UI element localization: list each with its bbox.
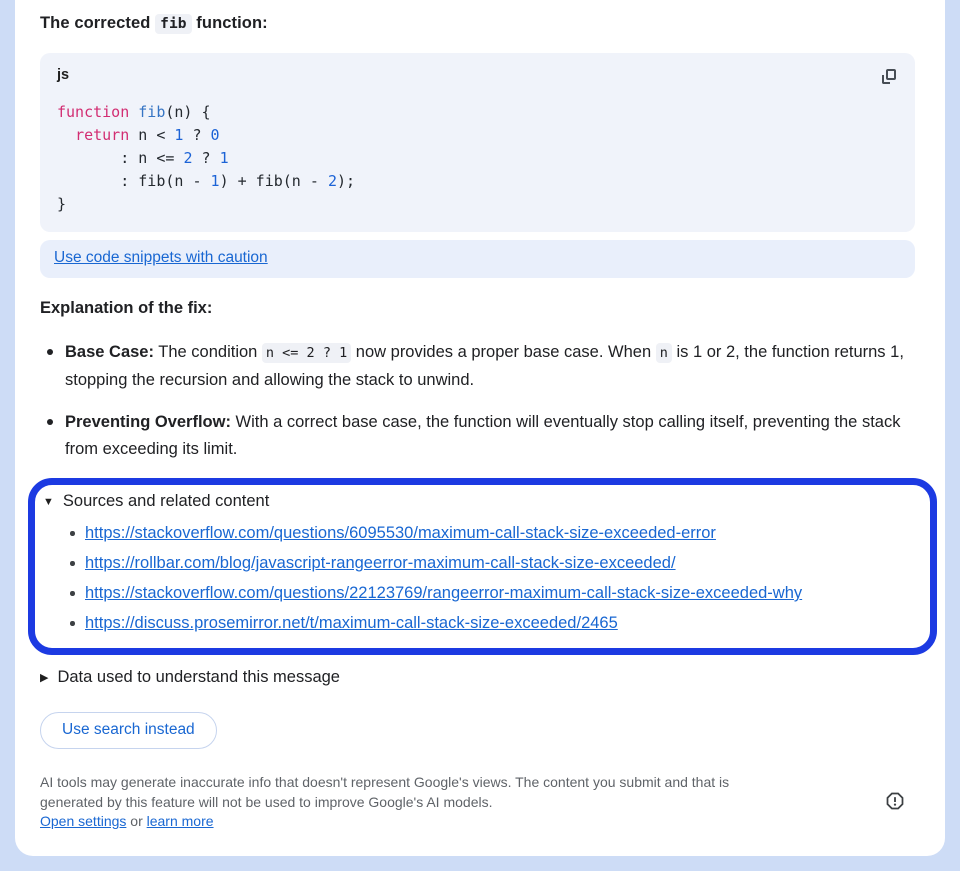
heading-prefix: The corrected	[40, 14, 156, 32]
report-icon	[885, 791, 905, 811]
explanation-bullet: Base Case: The condition n <= 2 ? 1 now provides a proper base case. When n is 1 or 2, the function returns 1, stopping the recursion and allowing the stack to unwind.	[40, 339, 915, 393]
code-block	[40, 53, 915, 232]
disclaimer-separator: or	[126, 813, 147, 829]
disclaimer-row	[40, 773, 915, 832]
source-list-item	[85, 548, 916, 578]
copy-icon	[882, 69, 896, 84]
triangle-right-icon: ▶	[40, 672, 49, 684]
sources-title: Sources and related content	[62, 492, 270, 510]
code-block-header	[40, 53, 915, 99]
source-link[interactable]: https://stackoverflow.com/questions/6095530/maximum-call-stack-size-exceeded-error	[85, 524, 716, 542]
source-list-item	[85, 608, 916, 638]
triangle-down-icon: ▼	[43, 495, 54, 508]
code-lines	[40, 99, 915, 232]
use-search-instead-button[interactable]: Use search instead	[40, 712, 217, 749]
explanation-heading: Explanation of the fix:	[40, 299, 213, 317]
sources-list	[43, 518, 916, 638]
data-used-toggle[interactable]	[40, 668, 915, 687]
disclaimer-body: AI tools may generate inaccurate info that doesn't represent Google's views. The content you submit and that is generated by this feature will not be used to improve Google's AI models.	[40, 774, 730, 810]
sources-toggle[interactable]	[43, 492, 916, 511]
source-link[interactable]: https://stackoverflow.com/questions/22123769/rangeerror-maximum-call-stack-size-exceeded-why	[85, 584, 803, 602]
explanation-bullet: Preventing Overflow: With a correct base case, the function will eventually stop calling itself, preventing the stack from exceeding its limit.	[40, 409, 915, 462]
source-list-item	[85, 578, 916, 608]
sources-highlight-box	[28, 478, 937, 655]
code-line: function fib(n) {	[57, 103, 211, 121]
ai-response-panel	[15, 0, 945, 856]
code-line: return n < 1 ? 0	[75, 126, 220, 144]
source-link[interactable]: https://rollbar.com/blog/javascript-rangeerror-maximum-call-stack-size-exceeded/	[85, 554, 676, 572]
code-language-label: js	[57, 67, 70, 83]
source-list-item	[85, 518, 916, 548]
report-feedback-button[interactable]	[885, 791, 905, 814]
open-settings-link[interactable]: Open settings	[40, 813, 127, 829]
learn-more-link[interactable]: learn more	[146, 813, 214, 829]
heading-inline-code: fib	[155, 14, 192, 34]
caution-bar	[40, 240, 915, 278]
explanation-list	[40, 339, 915, 462]
message-heading	[40, 14, 915, 33]
code-caution-link[interactable]: Use code snippets with caution	[54, 249, 268, 266]
code-line: : fib(n - 1) + fib(n - 2);	[57, 172, 356, 190]
data-used-label: Data used to understand this message	[57, 668, 340, 686]
code-line: : n <= 2 ? 1	[57, 149, 229, 167]
source-link[interactable]: https://discuss.prosemirror.net/t/maximum-call-stack-size-exceeded/2465	[85, 614, 618, 632]
disclaimer-text	[40, 773, 745, 832]
copy-code-button[interactable]	[879, 67, 899, 87]
code-line: }	[57, 195, 67, 213]
heading-suffix: function:	[191, 14, 268, 32]
